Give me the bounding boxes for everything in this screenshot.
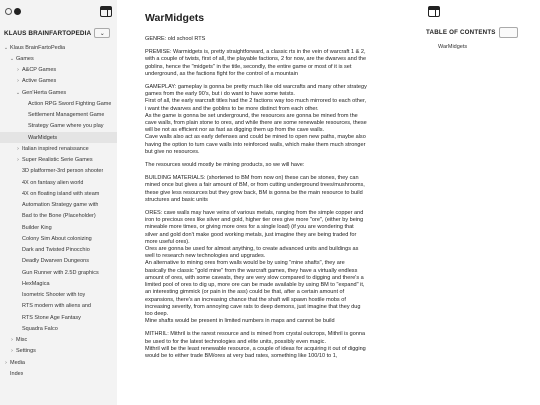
sidebar-tree-item[interactable] (0, 65, 117, 76)
toc-panel-toggle-icon[interactable] (428, 6, 440, 17)
article-line: with a couple of twists, first of all, the playable factions, 2 for now, are the dwarves and the (145, 56, 367, 63)
chevron-icon[interactable]: › (17, 145, 19, 152)
chevron-icon[interactable]: › (17, 78, 19, 85)
sidebar-tree-item[interactable] (0, 233, 117, 244)
sidebar-tree-item[interactable] (0, 278, 117, 289)
sidebar-tree-label: 4X on fantasy alien world (22, 179, 84, 186)
article-paragraph (145, 175, 417, 204)
article-line: these give less resources but they grow back, BM is gonna be the main resource to build (145, 189, 363, 196)
sidebar-tree-item[interactable] (0, 211, 117, 222)
chevron-icon[interactable]: › (11, 337, 13, 344)
sidebar-tree-item[interactable] (0, 256, 117, 267)
article-paragraph (145, 36, 417, 43)
moon-icon (14, 8, 21, 15)
article-line: GAMEPLAY: gameplay is gonna be pretty much like old warcrafts and many other strategy (145, 84, 367, 91)
article-line: PREMISE: Warmidgets is, pretty straightforward, a classic rts in the vein of warcraft 1 & 2, (145, 49, 366, 56)
article-line: basically the classic "gold mine" from the warcraft games, they have a virtually endless (145, 267, 358, 274)
sidebar-tree-label: 3D platformer-3rd person shooter (22, 168, 104, 175)
sidebar-tree-label: Media (10, 359, 25, 366)
right-toc-panel (423, 0, 540, 405)
sidebar-tree-item[interactable] (0, 245, 117, 256)
sidebar-tree-item[interactable] (0, 368, 117, 379)
toc-title: TABLE OF CONTENTS (426, 29, 496, 36)
article-line: games from the early 90's, but i do want to have some twists. (145, 91, 295, 98)
chevron-icon[interactable]: ⌄ (15, 89, 21, 96)
article-line: An alternative to mining ores from walls would be by using "mine shafts", they are (145, 260, 345, 267)
article-line: The resources would mostly be mining products, so we will have: (145, 162, 305, 169)
sidebar-tree-label: Settings (16, 348, 36, 355)
sidebar-tree-item[interactable] (0, 42, 117, 53)
article-line: well to research new technologies and upgrades. (145, 253, 266, 260)
sidebar-tree-label: Strategy Game where you play (28, 123, 104, 130)
chevron-icon[interactable]: › (11, 348, 13, 355)
left-sidebar (0, 0, 117, 405)
article-line: goblins, hence the "midgets" in the title, secondly, the entire game or most of it is set (145, 63, 352, 70)
sidebar-tree-label: Gun Runner with 2.5D graphics (22, 269, 99, 276)
site-title[interactable]: KLAUS BRAINFARTOPEDIA (4, 29, 92, 37)
article-line: cave walls, from plain stone to ores, and while there are some renewable resources, these (145, 120, 367, 127)
sidebar-tree-item[interactable] (0, 312, 117, 323)
toc-item-warmidgets[interactable]: WarMidgets (438, 44, 468, 50)
article-line: having the option to turn cave walls into reinforced walls, which make them much stronger (145, 141, 366, 148)
sidebar-tree-label: Action RPG Sword Fighting Game (28, 100, 112, 107)
article-line: mined once but gives a fair amount of BM, or from cutting underground trees/mushrooms, (145, 182, 365, 189)
sidebar-tree-label: RTS Stone Age Fantasy (22, 314, 81, 321)
article-line: MITHRIL: Mithril is the rarest resource and is mined from crystal outcrops, Mithril is gonna (145, 331, 366, 338)
sidebar-tree-item[interactable] (0, 188, 117, 199)
collapse-all-button[interactable]: ⌄ (94, 28, 110, 38)
sidebar-tree-label: Settlement Management Game (28, 112, 105, 119)
sidebar-tree-label: Builder King (22, 224, 52, 231)
article-paragraph (145, 84, 417, 156)
chevron-icon[interactable]: ⌄ (9, 55, 15, 62)
main-content (117, 0, 423, 405)
sidebar-tree-item[interactable] (0, 357, 117, 368)
sidebar-tree-item[interactable] (0, 177, 117, 188)
chevron-icon[interactable]: › (5, 359, 7, 366)
sidebar-tree-label: Active Games (22, 78, 57, 85)
article-line: Cave walls also act as early defenses and could be mined to open new paths, maybe also (145, 134, 366, 141)
sidebar-tree-item[interactable] (0, 87, 117, 98)
sidebar-tree-item[interactable] (0, 267, 117, 278)
article-paragraph (145, 49, 417, 78)
sidebar-tree-label: Italian inspired renaissance (22, 145, 89, 152)
sidebar-tree-label: RTS modern with aliens and (22, 303, 91, 310)
sidebar-tree-label: Deadly Dwarven Dungeons (22, 258, 89, 265)
sidebar-header (4, 27, 114, 39)
sidebar-tree-item[interactable] (0, 290, 117, 301)
sidebar-tree-label: Klaus BrainFartoPedia (10, 44, 66, 51)
article-line: Ores are gonna be used for almost anything, to create advanced units and buildings as (145, 246, 359, 253)
article-line: would be to either trade BM/ores at very bad rates, something like 100/10 to 1, (145, 352, 338, 359)
article-line: mineable more times, or giving more ores for a single load) (if you are wondering that (145, 224, 354, 231)
sidebar-tree-label: Squadra Falco (22, 325, 58, 332)
sidebar-tree-label: Misc (16, 337, 28, 344)
chevron-icon[interactable]: › (17, 67, 19, 74)
article-line: iron to precious ores like silver and gold, higher tier ores give more "ore", (either by being (145, 217, 364, 224)
article-body (145, 36, 417, 360)
sidebar-tree (0, 42, 117, 380)
sidebar-tree-item[interactable] (0, 155, 117, 166)
article-line: be used to for the latest technologies and elite units, possibly even magic. (145, 338, 326, 345)
toc-header (426, 27, 518, 38)
sidebar-tree-item[interactable] (0, 121, 117, 132)
article-line: more useful ores). (145, 238, 190, 245)
article-line: limited pool of ores to dig up, more ore can be made available by using BM to "expand" it, (145, 282, 365, 289)
sidebar-tree-item[interactable] (0, 335, 117, 346)
article-line: amount of ores, with some caveats, they are very slow compared to digging and there's a (145, 274, 364, 281)
sidebar-tree-label: WarMidgets (28, 134, 58, 141)
sidebar-tree-label: Games (16, 55, 34, 62)
sidebar-tree-label: HexMagica (22, 280, 50, 287)
sidebar-tree-item[interactable] (0, 76, 117, 87)
article-line: increasing severity, from annoying cave rats to deep demons, just imagine that they dug (145, 303, 361, 310)
sidebar-tree-label: Super Realistic Serie Games (22, 157, 93, 164)
article-line: ORES: cave walls may have veins of various metals, ranging from the simple copper and (145, 210, 364, 217)
sidebar-tree-item[interactable] (0, 143, 117, 154)
article-line: underground, as the factions fight for the control of a mountain (145, 70, 298, 77)
sidebar-panel-toggle-icon[interactable] (100, 6, 112, 17)
article-line: First of all, the early warcraft titles had the 2 factions way too much mirrored to each other, (145, 98, 367, 105)
sidebar-tree-item[interactable] (0, 98, 117, 109)
sidebar-tree-label: Dark and Twisted Pinocchio (22, 247, 90, 254)
sidebar-tree-label: Bad to the Bone (Placeholder) (22, 213, 96, 220)
sidebar-tree-item[interactable] (0, 53, 117, 64)
article-paragraph (145, 162, 417, 169)
sidebar-tree-label: Automation Strategy game with (22, 202, 99, 209)
sun-icon (5, 8, 12, 15)
sidebar-tree-label: Index (10, 370, 24, 377)
article-line: will be not as efficient nor as fast as digging them up from the cave walls. (145, 127, 325, 134)
sidebar-tree-item[interactable] (0, 166, 117, 177)
article-line: too deep. (145, 310, 169, 317)
theme-toggle[interactable] (5, 6, 25, 17)
chevron-icon[interactable]: › (17, 157, 19, 164)
sidebar-tree-label: Isometric Shooter with toy (22, 292, 86, 299)
toc-search-box[interactable] (499, 27, 518, 38)
article-line: As the game is gonna be set underground, the resources are gonna be mined from the (145, 112, 358, 119)
article-line: Mithril will be the least renewable resource, a couple of ideas for acquiring it out of digging (145, 345, 366, 352)
page-title: WarMidgets (145, 12, 205, 24)
article-paragraph (145, 210, 417, 325)
article-line: structures and basic units (145, 196, 208, 203)
sidebar-tree-item[interactable] (0, 132, 117, 143)
sidebar-toolbar (5, 6, 112, 18)
sidebar-tree-item[interactable] (0, 200, 117, 211)
sidebar-tree-label: 4X on floating island with steam (22, 190, 100, 197)
article-line: an interesting gimmick (or pain in the ass) could be that, after a certain amount of (145, 289, 345, 296)
sidebar-tree-item[interactable] (0, 222, 117, 233)
sidebar-tree-item[interactable] (0, 301, 117, 312)
article-line: GENRE: old school RTS (145, 36, 206, 42)
article-line: but give no resources. (145, 148, 200, 155)
chevron-icon[interactable]: ⌄ (3, 44, 9, 51)
article-line: Mine shafts would be present in limited numbers in maps and cannot be build (145, 318, 335, 325)
sidebar-tree-item[interactable] (0, 110, 117, 121)
sidebar-tree-item[interactable] (0, 323, 117, 334)
sidebar-tree-item[interactable] (0, 346, 117, 357)
article-line: BUILDING MATERIALS: (shortened to BM from now on) these can be stones, they can (145, 175, 359, 182)
article-paragraph (145, 331, 417, 360)
sidebar-tree-label: A&CP Games (22, 67, 57, 74)
article-line: i want the dwarves and the goblins to be more distinct from each other. (145, 105, 319, 112)
sidebar-tree-label: Gen'Herta Games (22, 89, 67, 96)
sidebar-tree-label: Colony Sim About colonizing (22, 235, 92, 242)
article-line: expansions, there's an increasing chance that the shaft will spawn hostile mobs of (145, 296, 346, 303)
article-line: silver and gold don't make good working metals, just imagine they are being traded for (145, 231, 357, 238)
